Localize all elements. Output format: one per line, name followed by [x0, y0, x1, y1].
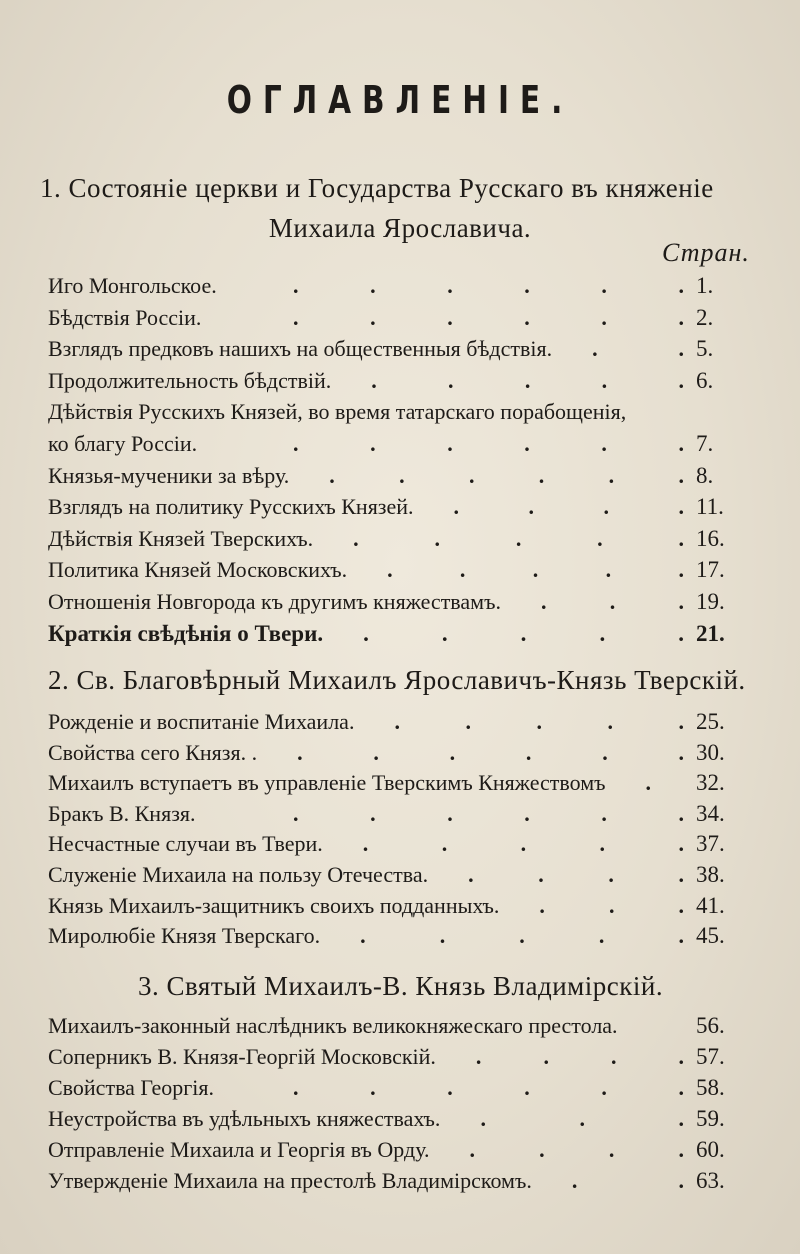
- toc-entry: [48, 920, 738, 952]
- toc-entry-page: 6.: [696, 367, 714, 393]
- toc-entry-title: Отправленіе Михаила и Георгія въ Орду.: [48, 1137, 430, 1162]
- toc-entry-title: Рожденіе и воспитаніе Михаила.: [48, 709, 355, 734]
- toc-entry: [48, 828, 738, 860]
- page-title: ОГЛАВЛЕНІЕ.: [226, 78, 574, 122]
- toc-entry-page: 17.: [696, 557, 725, 583]
- toc-entry-page: 11.: [696, 494, 724, 520]
- toc-entry-title: Служеніе Михаила на пользу Отечества.: [48, 862, 429, 887]
- leader-dots: . . . . . .: [297, 739, 684, 765]
- toc-entry-page: 58.: [696, 1075, 725, 1100]
- toc-entry: [48, 396, 738, 428]
- toc-entry-title: Дѣйствія Князей Тверскихъ.: [48, 525, 314, 551]
- toc-entry: [48, 365, 738, 397]
- toc-entry: [48, 586, 738, 618]
- toc-entry-page: 38.: [696, 862, 725, 887]
- leader-dots: . . . . . .: [293, 1075, 684, 1100]
- toc-entry-title: Князья-мученики за вѣру.: [48, 462, 290, 488]
- section-1-heading: [40, 168, 760, 248]
- toc-entry: [48, 767, 738, 799]
- leader-dots: . . .: [540, 589, 684, 614]
- toc-entry-title: Взглядъ на политику Русскихъ Князей.: [48, 494, 414, 520]
- leader-dots: . . . . . .: [293, 304, 684, 330]
- leader-dots: . . .: [539, 892, 684, 918]
- leader-dots: . . . .: [469, 1137, 684, 1162]
- toc-entry: [48, 1041, 738, 1073]
- toc-entry-page: 59.: [696, 1106, 725, 1131]
- toc-entry: [48, 1010, 738, 1042]
- toc-entry-page: 63.: [696, 1168, 725, 1193]
- toc-entry-title: Утвержденіе Михаила на престолѣ Владимірскомъ.: [48, 1168, 532, 1193]
- toc-entry-title: Несчастные случаи въ Твери.: [48, 831, 323, 857]
- section-1-heading-line1: 1. Состояніе церкви и Государства Русскаго въ княженіе: [40, 173, 714, 203]
- leader-dots: . . . .: [453, 494, 684, 520]
- toc-entry-title: Краткія свѣдѣнія о Твери.: [48, 620, 324, 646]
- toc-entry-page: 60.: [696, 1137, 725, 1162]
- toc-entry-page: 8.: [696, 462, 714, 488]
- toc-entry: [48, 706, 738, 738]
- toc-entry: [48, 890, 738, 922]
- leader-dots: . . . . .: [363, 620, 684, 646]
- toc-entry-title: Продолжительность бѣдствій.: [48, 367, 332, 393]
- leader-dots: . . . . . .: [329, 462, 684, 488]
- section-3-heading-line1: 3. Святый Михаилъ-В. Князь Владимірскій.: [138, 971, 664, 1001]
- toc-entry-title: Бѣдствія Россіи.: [48, 304, 202, 330]
- toc-entry: [48, 859, 738, 891]
- toc-entry-page: 25.: [696, 709, 725, 734]
- toc-entry-page: 32.: [696, 770, 725, 796]
- page-column-header: Стран.: [662, 238, 750, 267]
- toc-entry-page: 1.: [696, 273, 714, 298]
- toc-entry: [48, 523, 738, 555]
- toc-entry-page: 57.: [696, 1044, 725, 1069]
- toc-entry-title: Взглядъ предковъ нашихъ на общественныя бѣдствія.: [48, 336, 553, 362]
- toc-entry-title: Свойства сего Князя. .: [48, 739, 258, 765]
- section-2-heading: [48, 660, 768, 700]
- toc-entry: [48, 460, 738, 492]
- toc-entry: [48, 1134, 738, 1166]
- toc-entry-page: 30.: [696, 739, 725, 765]
- toc-entry: [48, 1072, 738, 1104]
- section-1-heading-line2: Михаила Ярославича.: [268, 213, 532, 243]
- toc-entry-page: 5.: [696, 336, 714, 362]
- leader-dots: . . . .: [468, 862, 684, 887]
- toc-entry-title: Свойства Георгія.: [48, 1075, 214, 1100]
- toc-entry-page: 16.: [696, 525, 725, 551]
- toc-entry-page: 21.: [696, 620, 725, 646]
- toc-entry: [48, 798, 738, 830]
- leader-dots: . . . . .: [362, 831, 684, 857]
- toc-entry-title: ко благу Россіи.: [48, 431, 198, 456]
- toc-entry-title: Миролюбіе Князя Тверскаго.: [48, 923, 321, 949]
- toc-entry: [48, 491, 738, 523]
- toc-entry: [48, 1103, 738, 1135]
- toc-entry-title: Михаилъ-законный наслѣдникъ великокняжескаго престола.: [48, 1013, 618, 1038]
- toc-entry-title: Неустройства въ удѣльныхъ княжествахъ.: [48, 1106, 441, 1131]
- leader-dots: . . . . .: [387, 557, 684, 583]
- toc-entry-title: Князь Михаилъ-защитникъ своихъ подданныхъ.: [48, 892, 500, 918]
- toc-entry-page: 37.: [696, 831, 725, 857]
- toc-entry-page: 7.: [696, 431, 714, 456]
- leader-dots: . . . . . .: [293, 431, 684, 456]
- section-3-heading: [138, 966, 800, 1006]
- leader-dots: . . .: [480, 1106, 684, 1131]
- leader-dots: . . . . .: [360, 923, 684, 949]
- leader-dots: . . . . .: [353, 525, 684, 551]
- toc-entry: [48, 1165, 738, 1197]
- toc-entry-page: 19.: [696, 589, 725, 614]
- toc-entry-title: Отношенія Новгорода къ другимъ княжествамъ.: [48, 589, 501, 614]
- leader-dots: . .: [571, 1168, 684, 1193]
- toc-entry-title: Политика Князей Московскихъ.: [48, 557, 348, 583]
- toc-entry-page: 2.: [696, 304, 714, 330]
- toc-entry: [48, 554, 738, 586]
- leader-dots: . . . . .: [394, 709, 684, 734]
- section-2-heading-line1: 2. Св. Благовѣрный Михаилъ Ярославичъ-Князь Тверскій.: [48, 665, 746, 695]
- toc-entry: [48, 270, 738, 302]
- toc-entry-title: Иго Монгольское.: [48, 273, 217, 298]
- toc-entry-title: Соперникъ В. Князя-Георгій Московскій.: [48, 1044, 436, 1069]
- leader-dots: . . . .: [475, 1044, 684, 1069]
- leader-dots: . .: [592, 336, 684, 362]
- leader-dots: . . . . . .: [293, 800, 684, 826]
- toc-entry: [48, 302, 738, 334]
- toc-entry-title: Дѣйствія Русскихъ Князей, во время татарскаго порабощенія,: [48, 399, 627, 425]
- toc-entry-title: Бракъ В. Князя.: [48, 800, 196, 826]
- toc-entry-title: Михаилъ вступаетъ въ управленіе Тверскимъ Княжествомъ: [48, 770, 606, 796]
- toc-entry: [48, 428, 738, 460]
- toc-entry-page: 34.: [696, 800, 725, 826]
- leader-dots: .: [645, 770, 651, 796]
- toc-entry: [48, 618, 738, 650]
- toc-entry-page: 56.: [696, 1013, 725, 1038]
- toc-entry-page: 41.: [696, 892, 725, 918]
- toc-entry: [48, 333, 738, 365]
- toc-entry-page: 45.: [696, 923, 725, 949]
- leader-dots: . . . . .: [371, 367, 684, 393]
- toc-entry: [48, 737, 738, 769]
- leader-dots: . . . . . .: [293, 273, 684, 298]
